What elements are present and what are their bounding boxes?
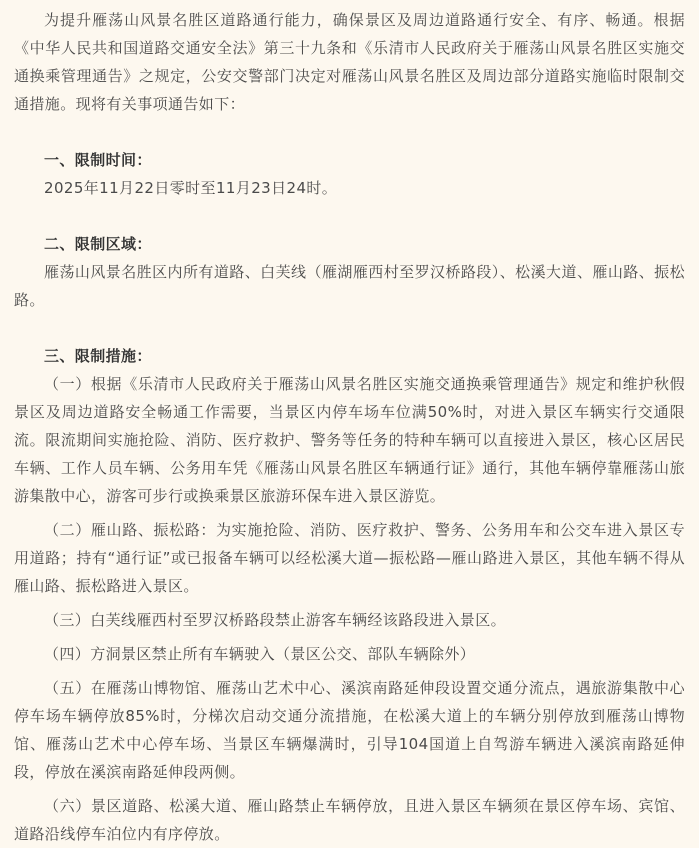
section-time-text: 2025年11月22日零时至11月23日24时。 [44,179,338,197]
measure-item-3: （三）白芙线雁西村至罗汉桥路段禁止游客车辆经该路段进入景区。 [44,611,507,629]
measure-item-1: （一）根据《乐清市人民政府关于雁荡山风景名胜区实施交通换乘管理通告》规定和维护秋假景区及周边道路安全畅通工作需要，当景区内停车场车位满50%时，对进入景区车辆实行交通限流。限流期间实施抢险、消防、医疗救护、警务等任务的特种车辆可以直接进入景区，核心区居民车辆、工作人员车辆、公务用车凭《雁荡山风景名胜区车辆通行证》通行，其他车辆停靠雁荡山旅游集散中心，游客可步行或换乘景区旅游环保车进入景区游览。 [14,375,685,505]
measure-item-5: （五）在雁荡山博物馆、雁荡山艺术中心、溪滨南路延伸段设置交通分流点，遇旅游集散中心停车场车辆停放85%时，分梯次启动交通分流措施，在松溪大道上的车辆分别停放到雁荡山博物馆、雁荡山艺术中心停车场、当景区车辆爆满时，引导104国道上自驾游车辆进入溪滨南路延伸段，停放在溪滨南路延伸段两侧。 [14,679,685,781]
section-time-heading: 一、限制时间： [44,151,152,169]
measure-item-2: （二）雁山路、振松路：为实施抢险、消防、医疗救护、警务、公务用车和公交车进入景区专用道路；持有“通行证”或已报备车辆可以经松溪大道—振松路—雁山路进入景区，其他车辆不得从雁山路、振松路进入景区。 [14,521,685,595]
section-measures-heading: 三、限制措施： [44,347,152,365]
spacer [14,118,685,146]
section-area-text: 雁荡山风景名胜区内所有道路、白芙线（雁湖雁西村至罗汉桥路段）、松溪大道、雁山路、振松路。 [14,263,685,309]
intro-paragraph: 为提升雁荡山风景名胜区道路通行能力，确保景区及周边道路通行安全、有序、畅通。根据《中华人民共和国道路交通安全法》第三十九条和《乐清市人民政府关于雁荡山风景名胜区实施交通换乘管理通告》之规定，公安交警部门决定对雁荡山风景名胜区及周边部分道路实施临时限制交通措施。现将有关事项通告如下： [14,11,685,113]
measure-item-4: （四）方洞景区禁止所有车辆驶入（景区公交、部队车辆除外） [44,645,476,663]
section-area-heading: 二、限制区域： [44,235,152,253]
spacer [14,314,685,342]
measure-item-6: （六）景区道路、松溪大道、雁山路禁止车辆停放，且进入景区车辆须在景区停车场、宾馆、道路沿线停车泊位内有序停放。 [14,797,685,843]
spacer [14,202,685,230]
